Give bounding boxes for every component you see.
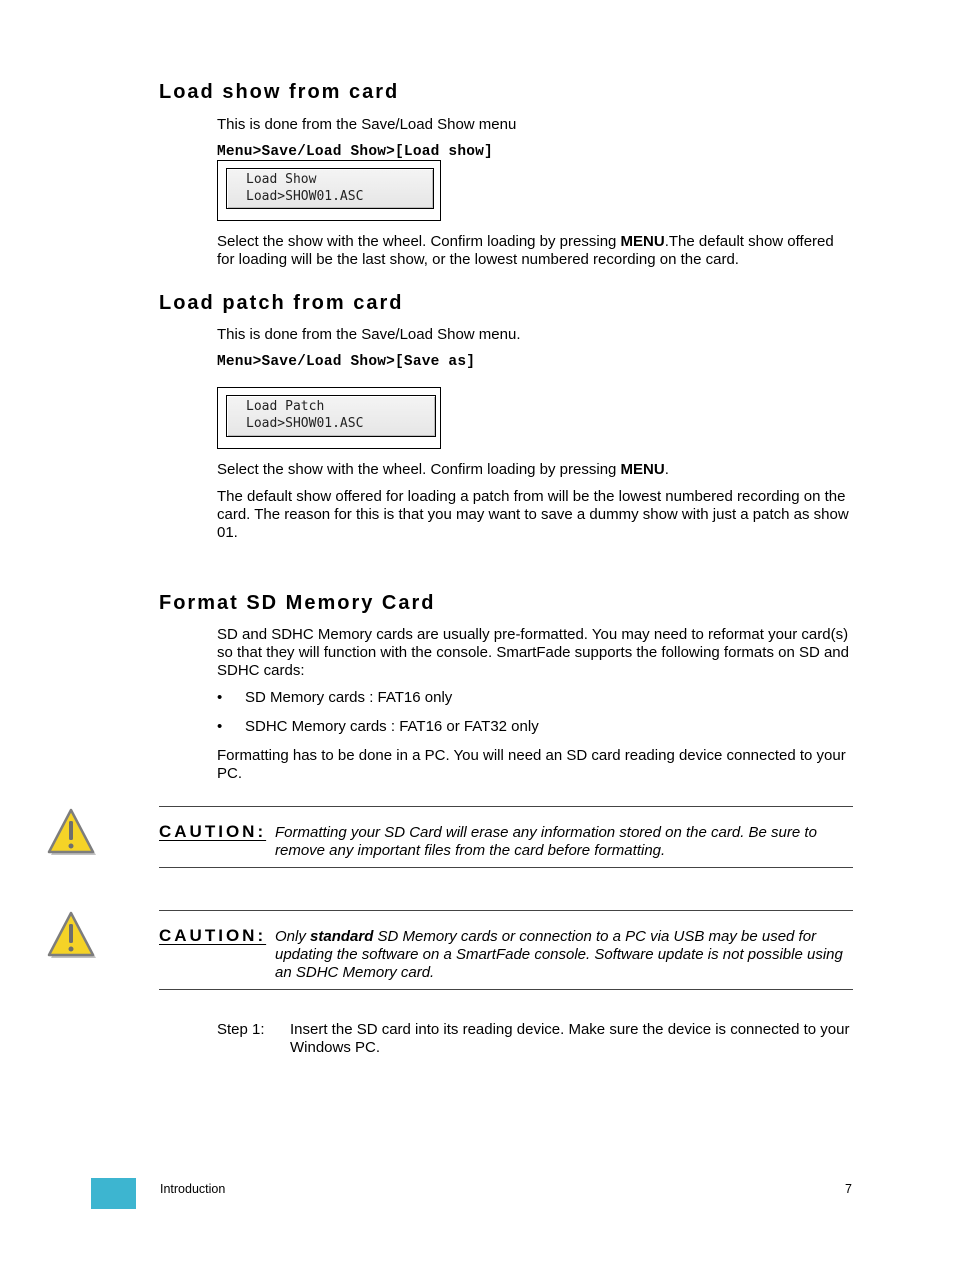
- caution-top-rule: [159, 910, 853, 911]
- step-text: Insert the SD card into its reading device. Make sure the device is connected to your Windows PC.: [290, 1021, 850, 1056]
- text: Select the show with the wheel. Confirm loading by pressing: [217, 233, 621, 250]
- heading-load-patch: Load patch from card: [159, 292, 404, 314]
- text: Select the show with the wheel. Confirm loading by pressing: [217, 461, 621, 478]
- caution-bottom-rule: [159, 989, 853, 990]
- warning-triangle-icon: [46, 911, 98, 961]
- load-patch-paragraph-1: [217, 461, 853, 479]
- bold-text-menu: MENU: [620, 233, 665, 250]
- bullet-marker: •: [217, 718, 223, 735]
- caution-bottom-rule: [159, 867, 853, 868]
- load-show-menu-path: Menu>Save/Load Show>[Load show]: [217, 144, 493, 160]
- list-item: SD Memory cards : FAT16 only: [245, 689, 453, 706]
- text: .The default show offered for loading will be the last show, or the lowest numbered recording on the card.: [217, 233, 834, 268]
- format-intro: SD and SDHC Memory cards are usually pre-formatted. You may need to reformat your card(s) so that they will function with the console. SmartFade supports the following formats on SD and SDHC cards:: [217, 626, 849, 679]
- caution-label: CAUTION:: [159, 822, 267, 841]
- lcd-line-1: Load Patch: [246, 399, 325, 414]
- bullet-marker: •: [217, 689, 223, 706]
- footer-section-name: Introduction: [160, 1182, 226, 1196]
- lcd-display-load-show: [217, 160, 441, 221]
- bold-text-standard: standard: [310, 928, 374, 945]
- bold-text-menu: MENU: [620, 461, 665, 478]
- load-show-paragraph: [217, 233, 853, 269]
- caution-label: CAUTION:: [159, 926, 267, 945]
- heading-load-show: Load show from card: [159, 81, 400, 103]
- text: Only: [275, 928, 311, 945]
- footer-accent-bar: [91, 1178, 136, 1209]
- lcd-display-load-patch: [217, 387, 441, 449]
- step-label: Step 1:: [217, 1021, 265, 1038]
- load-patch-intro: This is done from the Save/Load Show menu.: [217, 326, 521, 343]
- caution-text: [275, 928, 853, 982]
- lcd-screen: [226, 168, 434, 209]
- caution-top-rule: [159, 806, 853, 807]
- lcd-line-2: Load>SHOW01.ASC: [246, 416, 364, 431]
- list-item: SDHC Memory cards : FAT16 or FAT32 only: [245, 718, 539, 735]
- warning-triangle-icon: [46, 808, 98, 858]
- load-patch-menu-path: Menu>Save/Load Show>[Save as]: [217, 354, 476, 370]
- load-patch-paragraph-2: The default show offered for loading a patch from will be the lowest numbered recording on the card. The reason for this is that you may want to save a dummy show with just a patch as show 01.: [217, 488, 849, 541]
- text: SD Memory cards or connection to a PC via USB may be used for updating the software on a SmartFade console. Software update is not possible using an SDHC Memory card.: [275, 928, 843, 981]
- lcd-line-2: Load>SHOW01.ASC: [246, 189, 364, 204]
- caution-text: Formatting your SD Card will erase any information stored on the card. Be sure to remove any important files from the card before formatting.: [275, 824, 817, 859]
- page-number: 7: [845, 1182, 852, 1196]
- heading-format-sd: Format SD Memory Card: [159, 592, 436, 614]
- lcd-line-1: Load Show: [246, 172, 317, 187]
- lcd-screen: [226, 395, 436, 437]
- text: .: [664, 461, 669, 478]
- load-show-intro: This is done from the Save/Load Show menu: [217, 116, 517, 133]
- format-outro: Formatting has to be done in a PC. You will need an SD card reading device connected to your PC.: [217, 747, 846, 782]
